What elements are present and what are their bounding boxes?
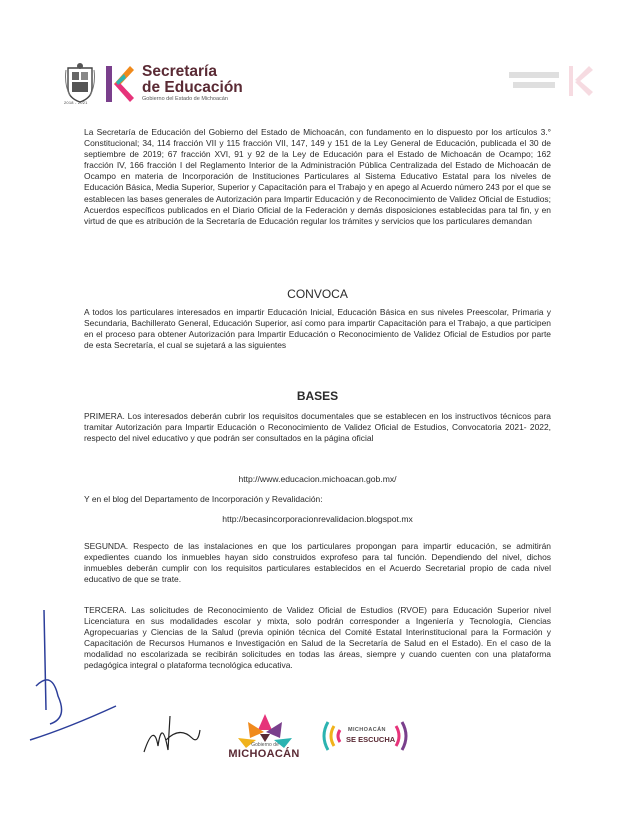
gobierno-de-label: Gobierno de [251,742,279,748]
letterhead [64,62,304,106]
brand-line-2: de Educación [142,79,243,96]
official-site-url[interactable]: http://www.educacion.michoacan.gob.mx/ [238,474,397,484]
segunda-paragraph: SEGUNDA. Respecto de las instalaciones en que los particulares propongan para impartir educación, se admitirán expedientes cuando los inmuebles hayan sido construidos exprofeso para tal función. Dependiendo del nivel, dichos inmuebles deberán cumplir con los requisitos particulares establecidos en el Acuerdo Secretarial propio de cada nivel educativo de que se trate. [84,541,551,585]
signature-left [28,600,118,760]
primera-paragraph: PRIMERA. Los interesados deberán cubrir los requisitos documentales que se establecen en los instructivos técnicos para tramitar Autorización para Impartir Educación o Reconocimiento de Validez Oficial de Estudios, Convocatoria 2021- 2022, respecto del nivel educativo y que podrán ser consultados en la página oficial [84,411,551,444]
blog-url[interactable]: http://becasincorporacionrevalidacion.blogspot.mx [222,514,413,524]
signature-middle [140,712,204,760]
brand-subtitle: Gobierno del Estado de Michoacán [142,96,228,102]
escucha-bottom-label: SE ESCUCHA [346,735,396,744]
brand-line-1: Secretaría [142,63,217,80]
escucha-top-label: MICHOACÁN [348,727,386,733]
secretaria-brand [142,64,243,96]
blog-intro: Y en el blog del Departamento de Incorporación y Revalidación: [84,494,323,504]
k-logo-icon [104,64,134,104]
tercera-paragraph: TERCERA. Las solicitudes de Reconocimiento de Validez Oficial de Estudios (RVOE) para Educación Superior nivel Licenciatura en sus modalidades escolar y mixta, solo podrán corresponder a Ingeniería y Tecnología, Ciencias Agropecuarias y Ciencias de la Salud (previa opinión técnica del Comité Estatal Interinstitucional para la Formación y Capacitación de Recursos Humanos e Investigación en Salud de la Secretaría de Salud en el Estado). En el caso de la modalidad no escolarizada se recibirán solicitudes en todas las áreas, siempre y cuando cuenten con una plataforma pedagógica integral o plataforma tecnológica educativa. [84,605,551,671]
bases-heading: BASES [296,389,339,403]
bleed-through-logo [499,62,609,102]
term-years: 2018 - 2021 [64,100,88,105]
convoca-heading: CONVOCA [287,287,348,301]
michoacan-wordmark: MICHOACÁN [228,748,300,760]
convoca-paragraph: A todos los particulares interesados en impartir Educación Inicial, Educación Básica en sus niveles Preescolar, Primaria y Secundaria, Bachillerato General, Educación Superior, así como para impartir Capacitación para el Trabajo, a que participen en el proceso para obtener Autorización para Impartir Educación o Reconocimiento de Validez Oficial de Estudios por parte de esta Secretaría, el cual se sujetará a las siguientes [84,307,551,351]
intro-paragraph: La Secretaría de Educación del Gobierno del Estado de Michoacán, con fundamento en lo dispuesto por los artículos 3.° Constitucional; 34, 114 fracción VII y 115 fracción VII, 147, 149 y 151 de la Ley General de Educación, publicada el 30 de septiembre de 2019; 67 fracción XVI, 91 y 92 de la Ley de Educación para el Estado de Michoacán de Ocampo; 162 fracción IV, 166 fracción I del Reglamento Interior de la Administración Pública Centralizada del Estado de Michoacán de Ocampo en materia de Incorporación de Instituciones Particulares al Sistema Educativo Estatal para los niveles de Educación Básica, Media Superior, Superior y Capacitación para el Trabajo y en apego al Acuerdo número 243 por el que se establecen las bases generales de Autorización para Impartir Educación y de Reconocimiento de Validez Oficial de Estudios; Acuerdos específicos publicados en el Diario Oficial de la Federación y demás disposiciones establecidas para tal fin, y en virtud de que es atribución de la Secretaría de Educación regular los trámites y servicios que los particulares demandan [84,127,551,226]
